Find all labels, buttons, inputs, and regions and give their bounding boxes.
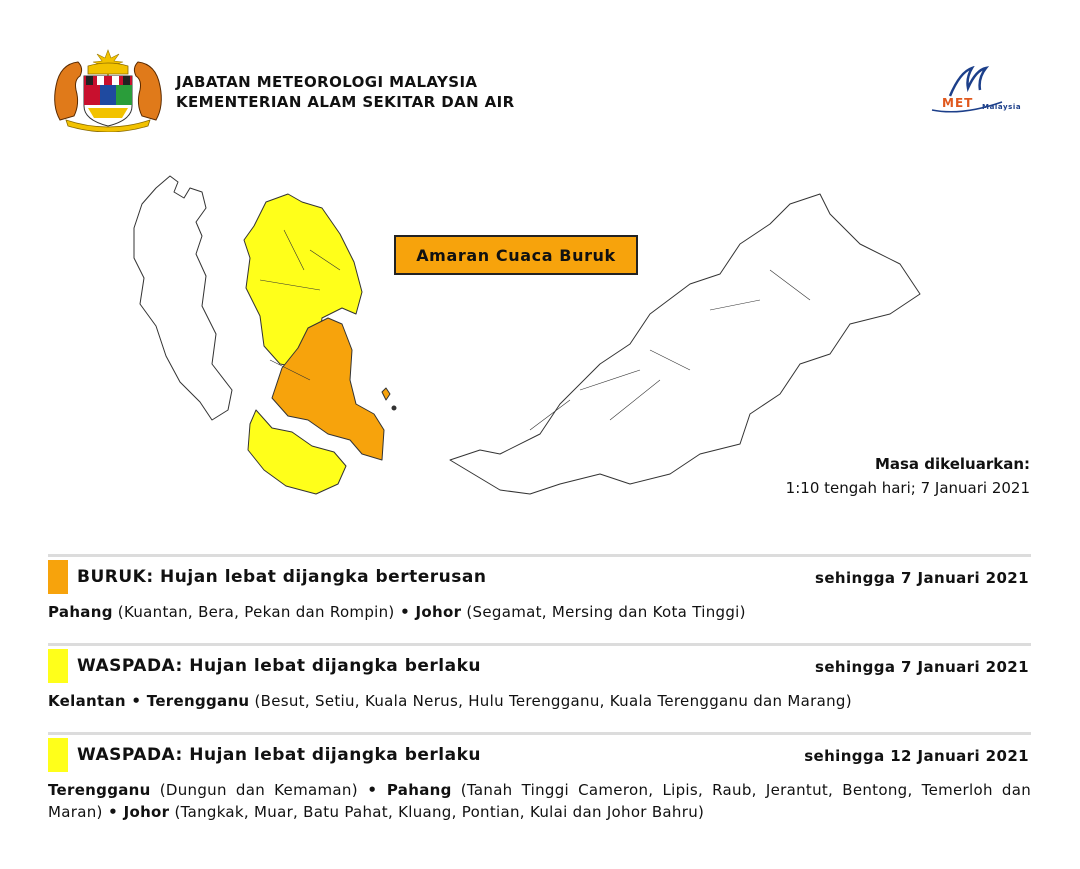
warning-until: sehingga 7 Januari 2021 bbox=[815, 569, 1029, 587]
warning-until: sehingga 12 Januari 2021 bbox=[804, 747, 1029, 765]
met-logo-subtext: Malaysia bbox=[982, 103, 1022, 111]
agency-line-1: JABATAN METEOROLOGI MALAYSIA bbox=[176, 73, 478, 91]
separator: • bbox=[357, 781, 387, 799]
warning-until: sehingga 7 Januari 2021 bbox=[815, 658, 1029, 676]
map-title: Amaran Cuaca Buruk bbox=[394, 235, 638, 275]
warning-areas bbox=[48, 684, 1031, 712]
warning-title: WASPADA: Hujan lebat dijangka berlaku bbox=[77, 656, 481, 676]
warning-title: BURUK: Hujan lebat dijangka berterusan bbox=[77, 567, 487, 587]
agency-name bbox=[176, 72, 515, 112]
warning-areas bbox=[48, 595, 1031, 623]
issued-label: Masa dikeluarkan: bbox=[874, 455, 1030, 473]
district-list: (Kuantan, Bera, Pekan dan Rompin) bbox=[112, 603, 395, 621]
separator: • bbox=[394, 603, 416, 621]
district-list: (Tangkak, Muar, Batu Pahat, Kluang, Pontian, Kulai dan Johor Bahru) bbox=[169, 803, 705, 821]
separator: • bbox=[102, 803, 124, 821]
state-name: Terengganu bbox=[48, 781, 151, 799]
peninsular-malaysia bbox=[134, 176, 396, 494]
district-list: (Tanah Tinggi Cameron, Lipis, Raub, Jerantut, Bentong, Temerloh dan Maran) bbox=[48, 781, 1032, 821]
state-name: Pahang bbox=[386, 781, 452, 799]
agency-line-2: KEMENTERIAN ALAM SEKITAR DAN AIR bbox=[176, 93, 515, 111]
west-coast-states bbox=[134, 176, 232, 420]
state-name: Terengganu bbox=[146, 692, 250, 710]
district-list: (Segamat, Mersing dan Kota Tinggi) bbox=[461, 603, 746, 621]
level-color-bar bbox=[48, 560, 68, 594]
issued-time bbox=[786, 452, 1030, 500]
state-name: Johor bbox=[123, 803, 170, 821]
warning-title: WASPADA: Hujan lebat dijangka berlaku bbox=[77, 745, 481, 765]
district-list: (Besut, Setiu, Kuala Nerus, Hulu Terengganu, Kuala Terengganu dan Marang) bbox=[249, 692, 852, 710]
warning-section bbox=[48, 643, 1031, 712]
level-color-bar bbox=[48, 649, 68, 683]
state-name: Kelantan bbox=[48, 692, 126, 710]
state-name: Johor bbox=[415, 603, 462, 621]
district-list: (Dungun dan Kemaman) bbox=[150, 781, 358, 799]
separator: • bbox=[125, 692, 147, 710]
level-color-bar bbox=[48, 738, 68, 772]
issued-value: 1:10 tengah hari; 7 Januari 2021 bbox=[785, 479, 1030, 497]
malaysia-coat-of-arms-icon bbox=[48, 46, 168, 132]
warning-areas bbox=[48, 773, 1031, 823]
state-name: Pahang bbox=[48, 603, 113, 621]
warning-section bbox=[48, 732, 1031, 823]
met-logo-text: MET bbox=[942, 96, 974, 110]
warning-section bbox=[48, 554, 1031, 623]
header bbox=[48, 44, 1038, 134]
met-malaysia-logo-icon bbox=[922, 66, 1032, 118]
